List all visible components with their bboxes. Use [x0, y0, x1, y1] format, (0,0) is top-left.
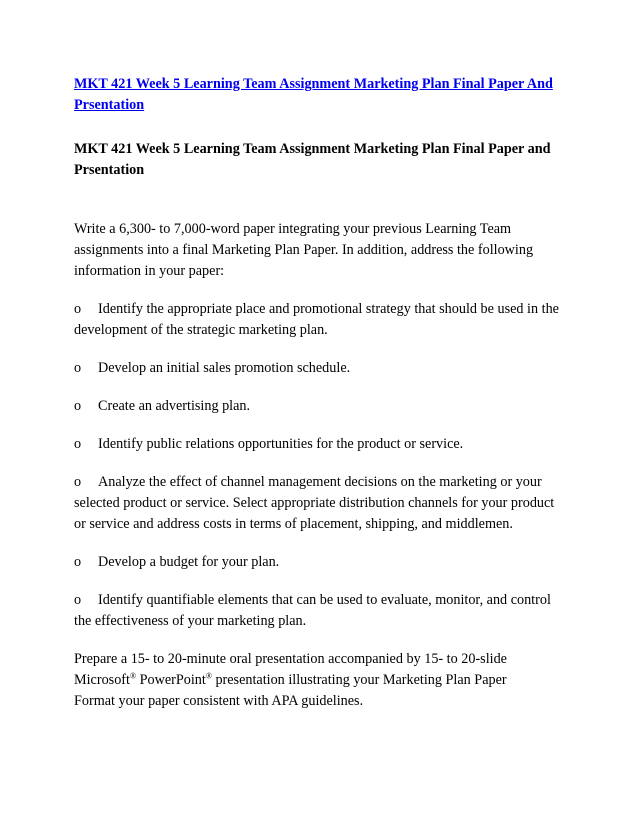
- closing-text-4: Format your paper consistent with APA guidelines.: [74, 693, 364, 709]
- closing-text-1: Prepare a 15- to 20-minute oral presentation accompanied by 15- to 20-slide Microsoft: [74, 651, 507, 688]
- bullet-marker: o: [74, 398, 82, 414]
- bullet-text: Create an advertising plan.: [98, 398, 251, 414]
- bullet-item-2: [74, 358, 564, 379]
- document-page: [74, 74, 564, 712]
- bullet-item-1: [74, 299, 564, 341]
- bullet-item-3: [74, 396, 564, 417]
- bullet-marker: o: [74, 554, 82, 570]
- bullet-text: Develop an initial sales promotion schedule.: [98, 360, 351, 376]
- closing-paragraph: [74, 649, 564, 712]
- bullet-text: Identify public relations opportunities for the product or service.: [98, 436, 464, 452]
- registered-mark: ®: [205, 671, 212, 681]
- intro-paragraph: Write a 6,300- to 7,000-word paper integrating your previous Learning Team assignments into a final Marketing Plan Paper. In addition, address the following information in your paper:: [74, 221, 534, 279]
- document-heading: MKT 421 Week 5 Learning Team Assignment Marketing Plan Final Paper and Prsentation: [74, 141, 551, 178]
- bullet-marker: o: [74, 592, 82, 608]
- registered-mark: ®: [129, 671, 137, 681]
- bullet-item-6: [74, 552, 564, 573]
- bullet-item-4: [74, 434, 564, 455]
- bullet-text: Identify quantifiable elements that can be used to evaluate, monitor, and control the effectiveness of your marketing plan.: [74, 592, 551, 629]
- bullet-marker: o: [74, 474, 82, 490]
- bullet-text: Analyze the effect of channel management decisions on the marketing or your selected product or service. Select appropriate distribution channels for your product or service and address costs in terms of placement, shipping, and middlemen.: [74, 474, 555, 532]
- title-link[interactable]: MKT 421 Week 5 Learning Team Assignment Marketing Plan Final Paper And Prsentation: [74, 76, 553, 113]
- closing-text-2: PowerPoint: [136, 672, 206, 688]
- bullet-item-7: [74, 590, 564, 632]
- bullet-marker: o: [74, 436, 82, 452]
- bullet-text: Identify the appropriate place and promotional strategy that should be used in the development of the strategic marketing plan.: [74, 301, 559, 338]
- bullet-item-5: [74, 472, 564, 535]
- bullet-text: Develop a budget for your plan.: [98, 554, 280, 570]
- bullet-marker: o: [74, 360, 82, 376]
- bullet-marker: o: [74, 301, 82, 317]
- closing-text-3: presentation illustrating your Marketing Plan Paper: [211, 672, 507, 688]
